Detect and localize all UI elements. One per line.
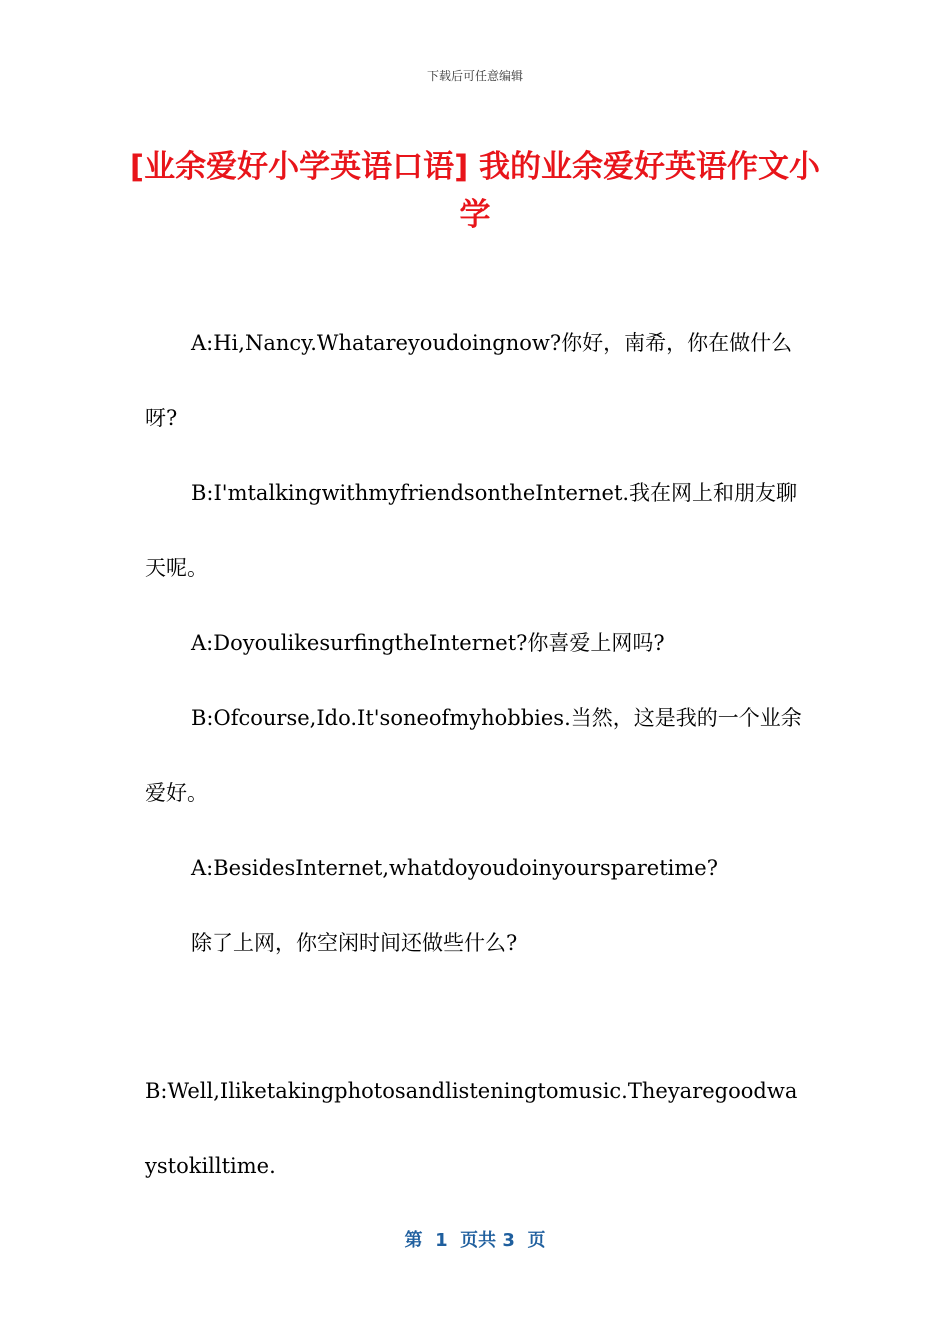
page-footer: 第 1 页共 3 页 [404,1230,546,1251]
paragraph-5: A:BesidesInternet,whatdoyoudoinyoursparetime? [191,856,718,880]
document-title: [业余爱好小学英语口语] 我的业余爱好英语作文小学 [129,149,821,233]
paragraph-4: B:Ofcourse,Ido.It'soneofmyhobbies.当然，这是我的一个业余爱好。 [145,706,802,805]
paragraph-6: 除了上网，你空闲时间还做些什么? [191,931,518,955]
paragraph-7: B:Well,Iliketakingphotosandlisteningtomusic.Theyaregoodwaystokilltime. [145,1079,798,1178]
header-note: 下载后可任意编辑 [426,69,523,83]
paragraph-2: B:I'mtalkingwithmyfriendsontheInternet.我在网上和朋友聊天呢。 [145,481,798,580]
paragraph-3: A:DoyoulikesurfingtheInternet?你喜爱上网吗? [191,631,665,655]
paragraph-1: A:Hi,Nancy.Whatareyoudoingnow?你好，南希，你在做什么呀? [145,331,793,430]
